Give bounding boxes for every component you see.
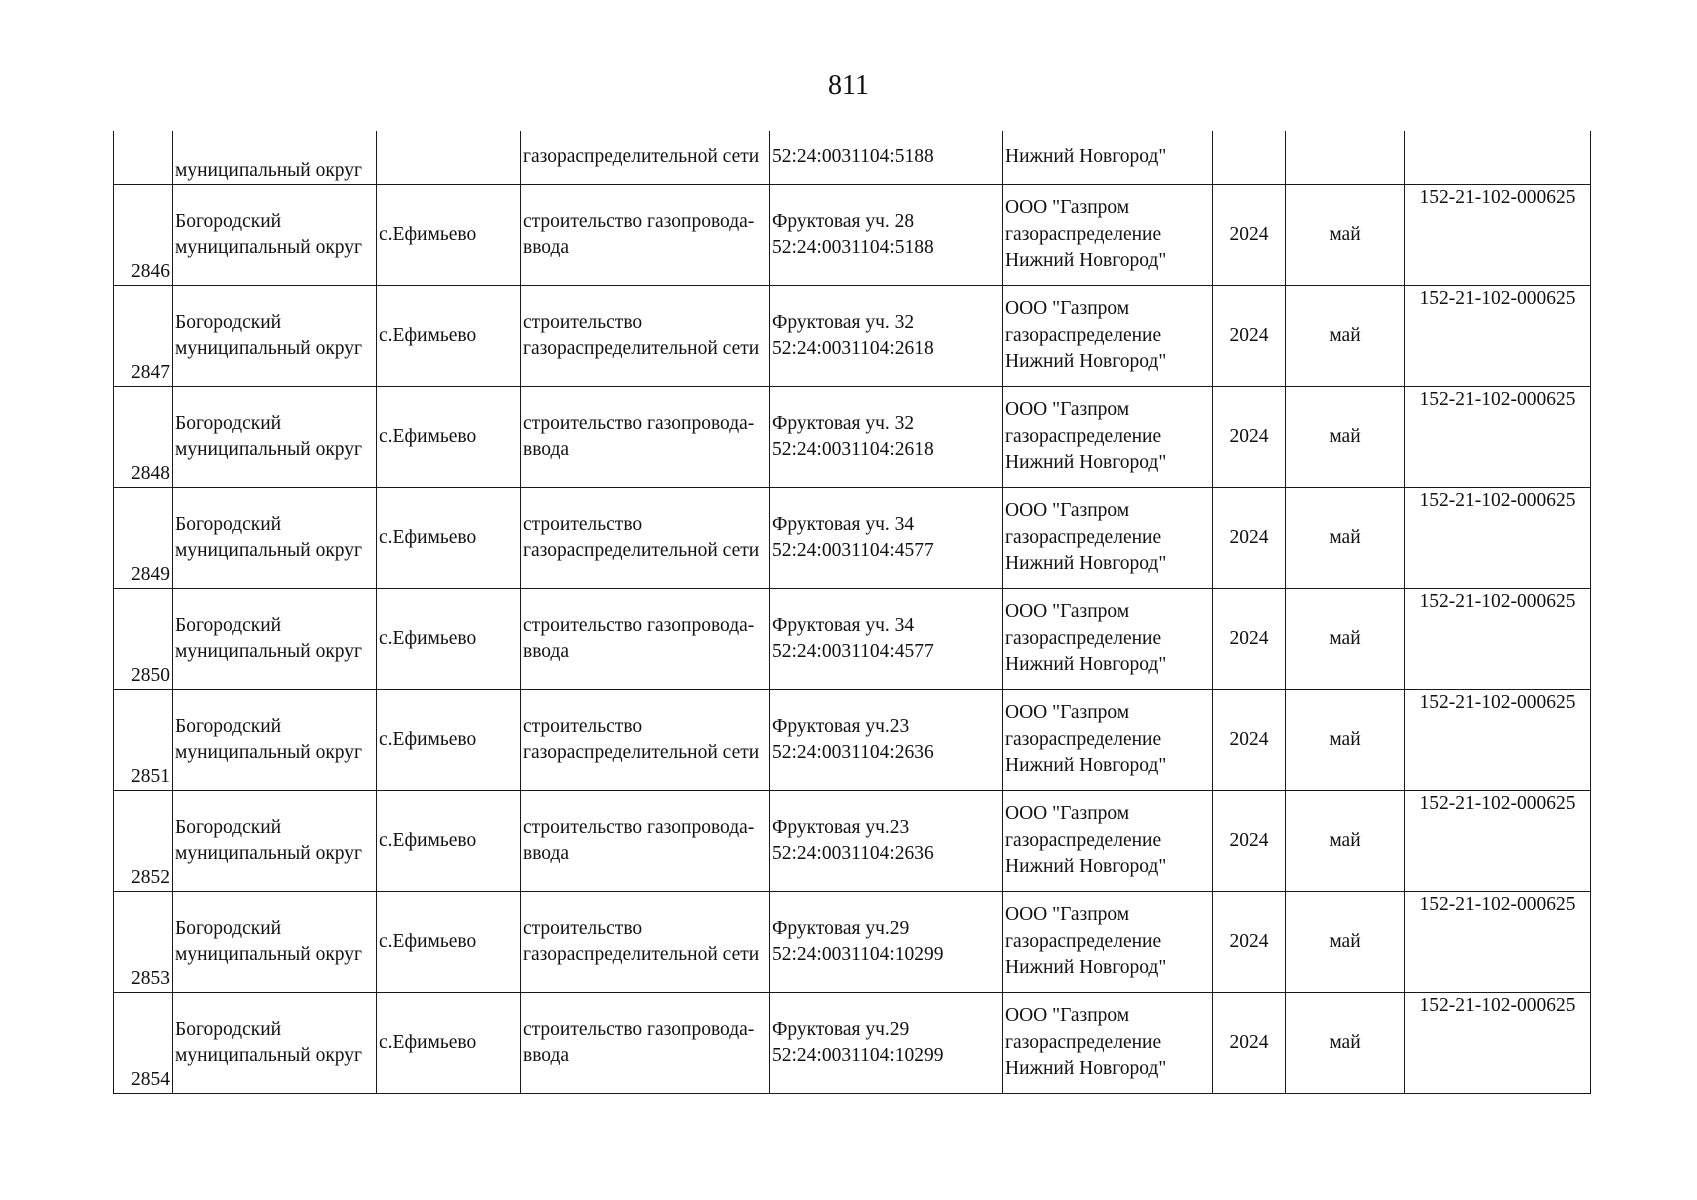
register-table [113,131,1591,1094]
cell-work-type-line: строительство газопровода- [523,816,755,838]
cell-year-text: 2024 [1229,728,1269,750]
cell-year-text: 2024 [1229,324,1269,346]
cell-address-line: Фруктовая уч.23 [772,816,910,838]
cell-organization [1003,286,1213,387]
page-number: 811 [828,70,869,101]
cell-number-text: 2852 [131,866,170,888]
cell-district-line: Богородский [175,917,282,939]
table-row [114,488,1591,589]
cell-month [1286,131,1405,185]
cell-month-text: май [1329,627,1361,649]
cell-organization-line: Нижний Новгород" [1005,250,1167,272]
cell-month [1286,286,1405,387]
cell-address-line: Фруктовая уч. 32 [772,311,915,333]
cell-organization-line: ООО "Газпром [1005,298,1130,320]
cell-work-type-line: строительство газопровода- [523,1018,755,1040]
cell-year-text: 2024 [1229,930,1269,952]
table-row [114,589,1591,690]
cell-month-text: май [1329,829,1361,851]
cell-year-text: 2024 [1229,425,1269,447]
cell-organization [1003,131,1213,185]
cell-work-type [521,286,770,387]
table-row [114,131,1591,185]
cell-permit-number [1405,993,1591,1094]
cell-work-type-line: строительство [523,311,643,333]
cell-settlement-text: с.Ефимьево [379,324,477,346]
cell-number-text: 2854 [131,1068,170,1090]
cell-organization-line: ООО "Газпром [1005,702,1130,724]
cell-organization-line: газораспределение [1005,728,1162,750]
cell-work-type [521,131,770,185]
cell-address-line: Фруктовая уч.23 [772,715,910,737]
cell-organization-line: газораспределение [1005,324,1162,346]
cell-address-line: 52:24:0031104:2618 [772,439,934,460]
cell-year-text: 2024 [1229,829,1269,851]
cell-address [770,131,1003,185]
cell-number-text: 2848 [131,462,170,484]
cell-number-text: 2850 [131,664,170,686]
cell-permit-number [1405,488,1591,589]
cell-address-line: Фруктовая уч.29 [772,917,910,939]
cell-number-text: 2847 [131,361,170,383]
cell-permit-number-text: 152-21-102-000625 [1419,389,1576,410]
cell-work-type [521,690,770,791]
cell-address-line: 52:24:0031104:4577 [772,540,934,561]
cell-district [173,185,377,286]
cell-number [114,131,173,185]
cell-organization-line: ООО "Газпром [1005,803,1130,825]
cell-month [1286,993,1405,1094]
cell-permit-number-text: 152-21-102-000625 [1419,894,1576,915]
cell-organization [1003,488,1213,589]
cell-district-line: муниципальный округ [175,641,363,662]
cell-address-line: 52:24:0031104:10299 [772,944,944,965]
cell-year [1213,791,1286,892]
cell-settlement [377,131,521,185]
cell-organization-line: Нижний Новгород" [1005,146,1167,168]
table-row [114,791,1591,892]
cell-permit-number [1405,131,1591,185]
cell-settlement-text: с.Ефимьево [379,829,477,851]
cell-permit-number-text: 152-21-102-000625 [1419,187,1576,208]
cell-year [1213,387,1286,488]
cell-organization-line: ООО "Газпром [1005,197,1130,219]
cell-number-text: 2849 [131,563,170,585]
cell-organization [1003,387,1213,488]
cell-work-type-line: газораспределительной сети [523,338,760,359]
cell-settlement [377,892,521,993]
cell-organization-line: газораспределение [1005,930,1162,952]
cell-month [1286,791,1405,892]
cell-district-line: Богородский [175,816,282,838]
cell-organization-line: газораспределение [1005,425,1162,447]
cell-district-line: муниципальный округ [175,1045,363,1066]
table-row [114,185,1591,286]
cell-work-type-line: ввода [523,237,570,258]
cell-organization-line: Нижний Новгород" [1005,1058,1167,1080]
table-row [114,286,1591,387]
cell-number [114,185,173,286]
cell-settlement-text: с.Ефимьево [379,425,477,447]
cell-organization-line: газораспределение [1005,526,1162,548]
cell-district-line: муниципальный округ [175,439,363,460]
cell-work-type-line: ввода [523,843,570,864]
cell-address-line: 52:24:0031104:2618 [772,338,934,359]
cell-settlement [377,690,521,791]
cell-organization [1003,993,1213,1094]
cell-year [1213,185,1286,286]
cell-work-type [521,387,770,488]
cell-organization-line: Нижний Новгород" [1005,452,1167,474]
cell-organization-line: газораспределение [1005,829,1162,851]
cell-organization-line: газораспределение [1005,1031,1162,1053]
cell-year-text: 2024 [1229,627,1269,649]
cell-permit-number [1405,690,1591,791]
cell-work-type-line: газораспределительной сети [523,146,760,168]
cell-address-line: 52:24:0031104:2636 [772,742,934,763]
cell-month-text: май [1329,1031,1361,1053]
cell-organization-line: ООО "Газпром [1005,601,1130,623]
cell-district-line: Богородский [175,715,282,737]
cell-organization-line: Нижний Новгород" [1005,553,1167,575]
cell-district [173,690,377,791]
table-row [114,892,1591,993]
cell-number [114,993,173,1094]
cell-month [1286,387,1405,488]
cell-number [114,690,173,791]
cell-district [173,387,377,488]
table-row [114,690,1591,791]
cell-year [1213,690,1286,791]
cell-permit-number [1405,286,1591,387]
cell-organization-line: Нижний Новгород" [1005,856,1167,878]
cell-address [770,892,1003,993]
cell-district-line: муниципальный округ [175,742,363,763]
cell-district-line: Богородский [175,210,282,232]
cell-organization-line: Нижний Новгород" [1005,654,1167,676]
cell-month-text: май [1329,728,1361,750]
cell-year [1213,286,1286,387]
cell-organization-line: Нижний Новгород" [1005,351,1167,373]
cell-work-type-line: строительство [523,917,643,939]
cell-address [770,387,1003,488]
cell-organization-line: ООО "Газпром [1005,904,1130,926]
register-body [114,131,1591,1094]
cell-organization-line: ООО "Газпром [1005,500,1130,522]
cell-number [114,286,173,387]
cell-number-text: 2853 [131,967,170,989]
cell-work-type-line: газораспределительной сети [523,944,760,965]
cell-number [114,892,173,993]
cell-district-line: Богородский [175,412,282,434]
cell-address [770,993,1003,1094]
cell-organization [1003,185,1213,286]
cell-address-line: Фруктовая уч. 32 [772,412,915,434]
cell-settlement-text: с.Ефимьево [379,930,477,952]
cell-district-line: муниципальный округ [175,540,363,561]
cell-district-line: муниципальный округ [175,159,363,181]
cell-permit-number-text: 152-21-102-000625 [1419,288,1576,309]
cell-month [1286,690,1405,791]
cell-year-text: 2024 [1229,1031,1269,1053]
cell-permit-number-text: 152-21-102-000625 [1419,793,1576,814]
cell-settlement-text: с.Ефимьево [379,728,477,750]
cell-settlement [377,488,521,589]
cell-number [114,791,173,892]
cell-district-line: Богородский [175,513,282,535]
cell-month-text: май [1329,324,1361,346]
cell-organization-line: Нижний Новгород" [1005,957,1167,979]
cell-work-type-line: строительство [523,715,643,737]
cell-permit-number-text: 152-21-102-000625 [1419,995,1576,1016]
cell-permit-number [1405,387,1591,488]
cell-permit-number [1405,185,1591,286]
cell-district [173,892,377,993]
cell-district [173,488,377,589]
cell-organization-line: Нижний Новгород" [1005,755,1167,777]
cell-district-line: муниципальный округ [175,338,363,359]
cell-address [770,488,1003,589]
cell-settlement-text: с.Ефимьево [379,526,477,548]
cell-settlement [377,185,521,286]
cell-year [1213,589,1286,690]
cell-year-text: 2024 [1229,526,1269,548]
cell-number [114,488,173,589]
cell-month-text: май [1329,930,1361,952]
cell-number-text: 2851 [131,765,170,787]
cell-permit-number-text: 152-21-102-000625 [1419,692,1576,713]
cell-settlement [377,589,521,690]
cell-address-line: 52:24:0031104:5188 [772,237,934,258]
cell-work-type-line: газораспределительной сети [523,742,760,763]
cell-month-text: май [1329,425,1361,447]
cell-address-line: 52:24:0031104:4577 [772,641,934,662]
cell-permit-number-text: 152-21-102-000625 [1419,591,1576,612]
cell-district [173,131,377,185]
cell-work-type-line: строительство [523,513,643,535]
cell-address-line: Фруктовая уч. 34 [772,614,915,636]
cell-work-type-line: строительство газопровода- [523,614,755,636]
cell-work-type [521,791,770,892]
table-row [114,993,1591,1094]
cell-district-line: Богородский [175,614,282,636]
table-row [114,387,1591,488]
cell-work-type-line: газораспределительной сети [523,540,760,561]
cell-district-line: муниципальный округ [175,237,363,258]
cell-month [1286,185,1405,286]
cell-permit-number [1405,791,1591,892]
cell-permit-number [1405,589,1591,690]
cell-year [1213,892,1286,993]
cell-district-line: муниципальный округ [175,944,363,965]
cell-settlement [377,791,521,892]
cell-address-line: 52:24:0031104:2636 [772,843,934,864]
cell-address-line: Фруктовая уч.29 [772,1018,910,1040]
cell-address [770,185,1003,286]
cell-work-type [521,589,770,690]
cell-permit-number-text: 152-21-102-000625 [1419,490,1576,511]
cell-settlement [377,993,521,1094]
cell-number [114,589,173,690]
cell-district-line: муниципальный округ [175,843,363,864]
cell-work-type-line: ввода [523,439,570,460]
cell-district-line: Богородский [175,1018,282,1040]
cell-settlement-text: с.Ефимьево [379,627,477,649]
cell-permit-number [1405,892,1591,993]
cell-work-type [521,892,770,993]
cell-district-line: Богородский [175,311,282,333]
cell-address-line: Фруктовая уч. 28 [772,210,915,232]
cell-settlement-text: с.Ефимьево [379,1031,477,1053]
cell-settlement-text: с.Ефимьево [379,223,477,245]
cell-address [770,589,1003,690]
cell-organization [1003,791,1213,892]
cell-work-type [521,488,770,589]
cell-month [1286,892,1405,993]
cell-organization-line: ООО "Газпром [1005,399,1130,421]
cell-work-type-line: ввода [523,641,570,662]
cell-number [114,387,173,488]
cell-district [173,791,377,892]
cell-district [173,286,377,387]
cell-organization-line: газораспределение [1005,627,1162,649]
cell-work-type [521,185,770,286]
cell-settlement [377,286,521,387]
cell-address [770,690,1003,791]
cell-address-line: 52:24:0031104:5188 [772,146,934,168]
cell-district-line [175,131,374,158]
cell-organization-line: ООО "Газпром [1005,1005,1130,1027]
cell-number-text: 2846 [131,260,170,282]
cell-month [1286,488,1405,589]
cell-organization [1003,690,1213,791]
cell-district [173,993,377,1094]
cell-organization [1003,892,1213,993]
cell-month [1286,589,1405,690]
cell-month-text: май [1329,223,1361,245]
cell-month-text: май [1329,526,1361,548]
cell-work-type-line: ввода [523,1045,570,1066]
cell-organization-line: газораспределение [1005,223,1162,245]
cell-year [1213,488,1286,589]
cell-address [770,791,1003,892]
cell-settlement [377,387,521,488]
cell-year [1213,993,1286,1094]
cell-year-text: 2024 [1229,223,1269,245]
cell-address-line: 52:24:0031104:10299 [772,1045,944,1066]
cell-work-type [521,993,770,1094]
cell-address [770,286,1003,387]
cell-organization [1003,589,1213,690]
cell-address-line: Фруктовая уч. 34 [772,513,915,535]
cell-work-type-line: строительство газопровода- [523,210,755,232]
cell-year [1213,131,1286,185]
cell-district [173,589,377,690]
cell-work-type-line: строительство газопровода- [523,412,755,434]
